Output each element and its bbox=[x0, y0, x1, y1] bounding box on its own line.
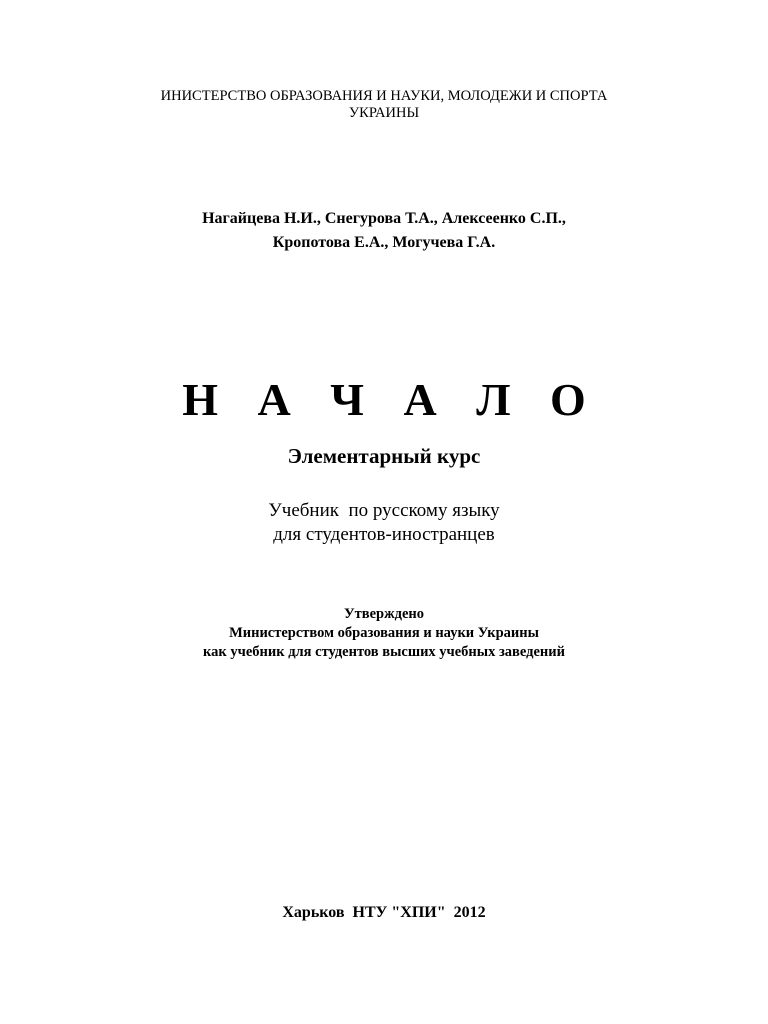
ministry-line-2: УКРАИНЫ bbox=[348, 105, 420, 121]
description-line-2: для студентов-иностранцев bbox=[273, 524, 495, 545]
imprint-line: Харьков НТУ "ХПИ" 2012 bbox=[282, 904, 486, 921]
book-title: Н А Ч А Л О bbox=[182, 374, 600, 425]
book-subtitle: Элементарный курс bbox=[287, 444, 481, 468]
description-line-1: Учебник по русскому языку bbox=[268, 500, 500, 521]
ministry-line-1: ИНИСТЕРСТВО ОБРАЗОВАНИЯ И НАУКИ, МОЛОДЕЖИ И СПОРТА bbox=[160, 88, 608, 104]
book-description bbox=[0, 499, 768, 547]
approval-line-3: как учебник для студентов высших учебных заведений bbox=[203, 644, 565, 660]
authors-line-1: Нагайцева Н.И., Снегурова Т.А., Алексеенко С.П., bbox=[202, 210, 566, 227]
approval-line-1: Утверждено bbox=[344, 606, 424, 622]
approval-line-2: Министерством образования и науки Украины bbox=[229, 625, 539, 641]
publisher-imprint bbox=[0, 902, 768, 924]
ministry-header bbox=[0, 88, 768, 122]
authors bbox=[0, 207, 768, 255]
approval-statement bbox=[0, 605, 768, 662]
authors-line-2: Кропотова Е.А., Могучева Г.А. bbox=[272, 234, 496, 251]
